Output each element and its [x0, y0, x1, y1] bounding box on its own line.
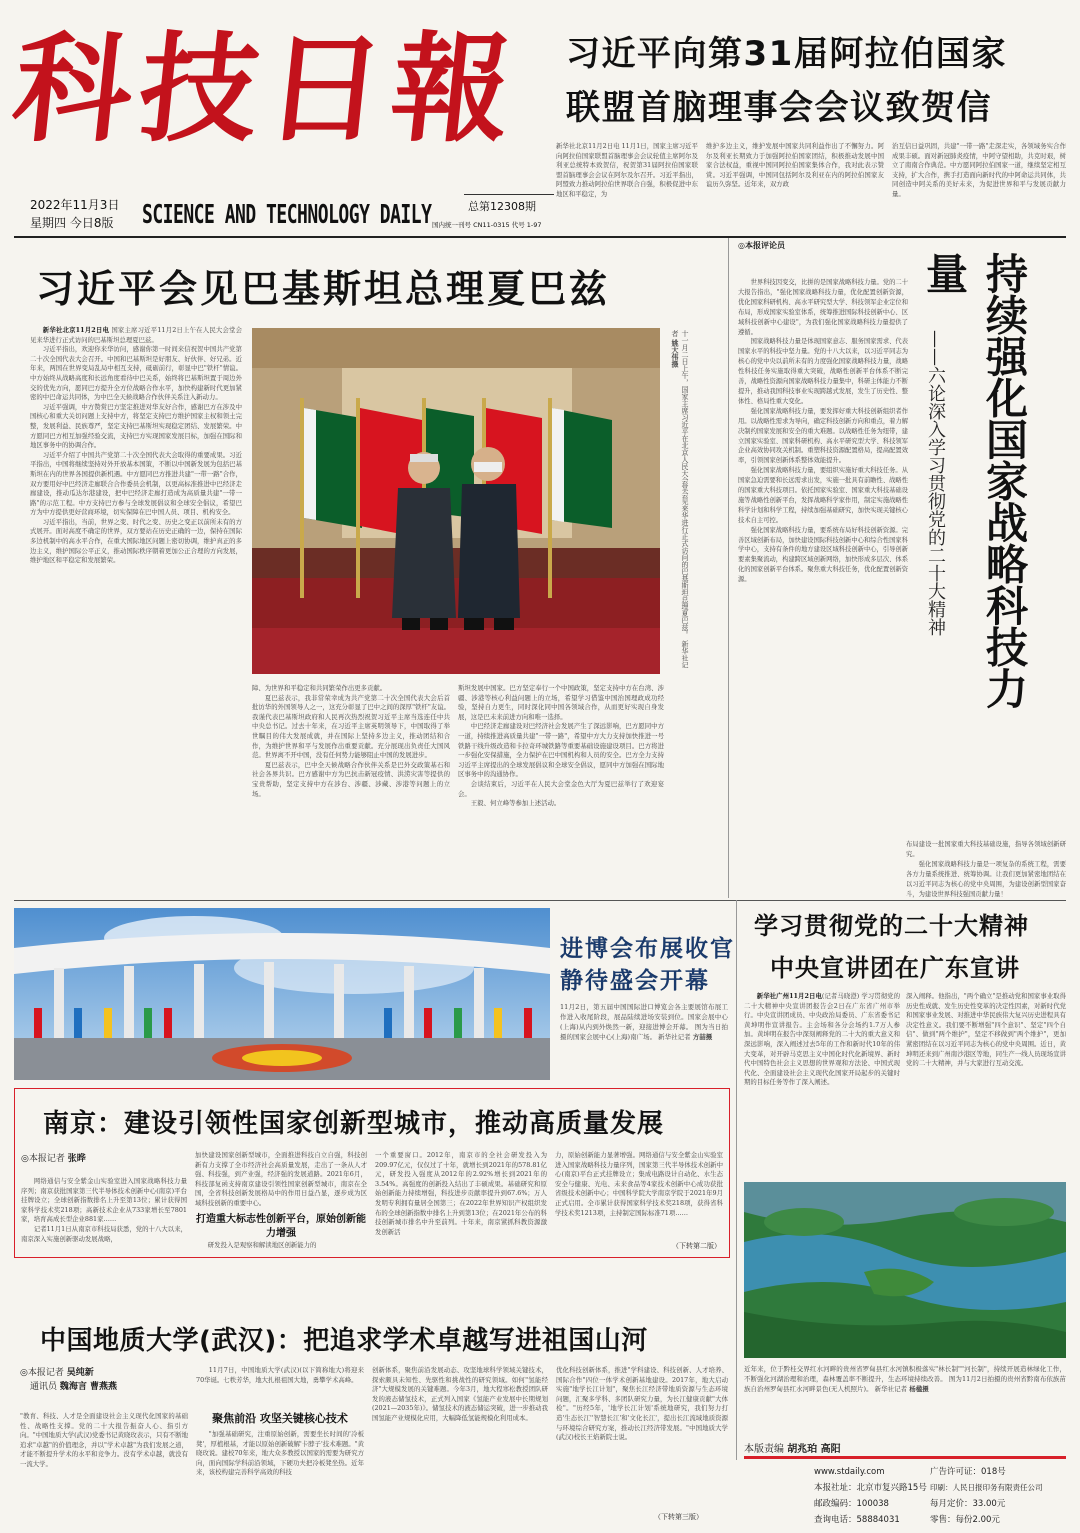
nanjing-col2: 加快建设国家创新型城市，全面推进科技自立自强，科技创新有力支撑了全市经济社会高质量发展，走出了一条从人才强、科技强，到产业强，经济强的发展道路。2021年6月，科技部复函支持南京建设引领性国家创新型城市，南京在全国，全省科技创新发展格局中的作用日益凸显，逐步成为区域科技创新的重要中心。 打造重大标志性创新平台，原始创新能力增强 研发投入是观察和解读地区创新能力的: [195, 1151, 367, 1249]
expo-photo[interactable]: [14, 908, 550, 1080]
masthead-date: 2022年11月3日: [30, 198, 120, 212]
masthead-en-title: SCIENCE AND TECHNOLOGY DAILY: [142, 200, 432, 231]
top-story-headline-line2[interactable]: 联盟首脑理事会会议致贺信: [566, 88, 992, 128]
lead-story-col3: [458, 684, 664, 916]
top-story: [556, 10, 1066, 235]
cug-headline[interactable]: 中国地质大学(武汉)：把追求学术卓越写进祖国山河: [40, 1326, 648, 1356]
lead-col2-p2: 夏巴兹表示，我非常荣幸成为共产党第二十次全国代表大会后首批访华的外国领导人之一，这充分彰显了巴中之间的深厚"铁杆"友谊。我谨代表巴基斯坦政府和人民再次热烈祝贺习近平主席当选连任中共中央总书记。过去十年来，在习近平主席英明领导下，中国取得了举世瞩目的伟大发展成就，并在国际上坚持多边主义，推动团结和合作，为维护世界和平与发展作出重要贡献。充分展现出负责任大国风范。世界离不开中国，没有任何势力能够阻止中国的发展进步。: [252, 693, 450, 760]
right-column-divider: [736, 900, 737, 1460]
nanjing-col3: 一个重要窗口。2012年，南京市的全社会研发投入为209.97亿元，仅仅过了十年，就增长到2021年的578.81亿元，研发投入强度从2012年的2.92%增长到2021年的3.54%。高强度的创新投入结出了丰硕成果。基础研究和原始创新能力持续增强，科技进步贡献率提升到67.6%；万人发明专利拥有量居全国第三；在2022年世界知识产权组织发布的全球创新指数中排名上升到第13位；在2021年公布的科技创新城市排名中升至前列。十年来，南京紧抓科教资源激发创新活: [375, 1151, 547, 1236]
lead-col3-p3: 会谈结束后，习近平在人民大会堂金色大厅为夏巴兹举行了欢迎宴会。: [458, 779, 664, 798]
lead-story-dateline: 新华社北京11月2日电: [42, 326, 110, 334]
lead-story-p3: 习近平强调，中方赞赏巴方坚定推进对华友好合作，感谢巴方在涉及中国核心和重大关切问题上支持中方，将坚定支持巴方维护国家主权和领土完整，发展利益、民族尊严，坚定支持巴基斯坦实现稳定团结、发展繁荣。中方愿同巴方相互加强经验交流，支持巴方实现国家发展目标，加强在国际和地区事务中的协调合作。: [30, 402, 242, 450]
lead-story-p4: 习近平介绍了中国共产党第二十次全国代表大会取得的重要成果。习近平指出，中国将继续坚持对外开放基本国策，不断以中国新发展为包括巴基斯坦在内的世界各国提供新机遇。中方愿同巴方推进共建"一带一路"合作，双方要用好中巴经济走廊联合合作委员会机制，以更高标准推进中巴经济走廊建设，推动瓜达尔港建设，把中巴经济走廊打造成为高质量共建"一带一路"的示范工程。中方支持巴方参与全球发展倡议和全球安全倡议，希望巴方为中方提供更好营商环境，切实保障在巴中国人员、项目、机构安全。: [30, 450, 242, 517]
lead-story-col1: [30, 326, 242, 916]
footer-website[interactable]: www.stdaily.com: [814, 1467, 885, 1477]
cug-continue[interactable]: （下转第三版）: [654, 1513, 703, 1521]
commentary-p7: 强化国家战略科技力量是一项复杂的系统工程，需要各方力量系统推进、统筹协调。让我们更加紧密地团结在以习近平同志为核心的党中央周围，为建设创新型国家奋斗，为建设世界科技强国贡献力量！: [906, 860, 1066, 898]
commentary-label: ◎本报评论员: [738, 241, 785, 250]
photo-credit-name: 姚大伟摄: [671, 339, 680, 368]
photo-credit-label: 新华社记者: [671, 330, 689, 669]
lead-story-p2: 习近平指出，欢迎你来华访问，感谢你第一时间来信祝贺中国共产党第二十次全国代表大会召开。中国和巴基斯坦是好朋友、好伙伴、好兄弟。近年来，两国在世界变局乱局中相互支持，砥砺前行，彰显中巴"铁杆"情谊。中方始终从战略高度和长远角度看待中巴关系，始终将巴基斯坦置于周边外交的优先方向，愿同巴方提升全方位战略合作水平，加快构建新时代更加紧密的中巴命运共同体，为中巴全天候战略合作伙伴关系注入新动力。: [30, 345, 242, 402]
nanjing-col4: 力，原始创新能力显著增强。网络通信与安全紫金山实验室进入国家战略科技力量序列，国家第三代半导体技术创新中心(南京)平台正式挂牌设立；集成电路设计自动化、水生态安全与健康、光电、未来食品等4家技术创新中心成功获批省级技术创新中心；中国科学院大学南京学院于2021年9月正式启用。全市累计获得国家科学技术奖218项，获得省科学技术奖1213项，主持制定国际标准71项……: [555, 1151, 723, 1217]
footer-rule: [744, 1456, 1066, 1459]
expo-headline-line2[interactable]: 静待盛会开幕: [560, 968, 710, 994]
cug-col1: "教育、科技、人才是全面建设社会主义现代化国家的基础性、战略性支撑。党的二十大报告振奋人心、指引方向。"中国地质大学(武汉)党委书记黄晓玫表示，只有不断地追求"卓越"的价值理念，并以"学术卓越"为我们发展之道，才能不断提升学术的水平和竞争力。没有学术卓越，就没有一流大学。: [20, 1412, 188, 1468]
nanjing-subheading: 打造重大标志性创新平台，原始创新能力增强: [196, 1214, 366, 1239]
lead-photo-illustration: [252, 328, 660, 674]
commentary-divider: [728, 238, 729, 898]
top-story-col3: 治互信日益巩固，共建"一带一路"走深走实，各领域务实合作成果丰硕。面对新冠肺炎疫情，中阿守望相助，共克时艰，树立了南南合作典范。中方愿同阿拉伯国家一道，继续坚定相互支持，扩大合作，携手打造面向新时代的中阿命运共同体，共同创造中阿关系的美好未来，为促进世界和平与发展贡献力量。: [892, 142, 1066, 198]
top-story-col2: 维护多边主义，维护发展中国家共同利益作出了不懈努力。阿尔及利亚长期致力于加强阿拉伯国家团结，积极推动发展中国家合法权益，重视中国同阿拉伯国家集体合作，我对此表示赞赏。习近平强调，中国同包括阿尔及利亚在内的阿拉伯国家友谊历久弥坚。近年来，双方政: [706, 142, 884, 189]
circle-bullet-icon: ◎: [20, 1368, 28, 1378]
guangdong-photo-caption: 近年来，位于黔桂交界红水河畔的贵州省罗甸县红水河镇积极落实"林长制""河长制"，持续开展造林绿化工作，不断强化河湖治理和治理，森林覆盖率不断提升，生态环境持续改善。 图为11月2日拍摄的贵州省黔南布依族苗族自治州罗甸县红水河畔景色(无人机照片)。 新华社记者 杨楹摄: [744, 1365, 1066, 1393]
footer-hotline: 查询电话：58884031: [814, 1515, 900, 1525]
masthead-issue-no: 总第12308期: [468, 200, 536, 213]
expo-headline-line1[interactable]: 进博会布展收官: [560, 936, 735, 962]
guangdong-headline-line1[interactable]: 学习贯彻党的二十大精神: [754, 912, 1029, 940]
footer-address: 本报社址：北京市复兴路15号: [814, 1483, 927, 1493]
top-story-headline-line1[interactable]: 习近平向第31届阿拉伯国家: [566, 34, 1007, 74]
nanjing-byline: ◎本报记者 张晔: [21, 1154, 86, 1164]
cug-col3: 创新体系，聚焦前沿发展动态、攻坚地球科学领域关键技术，探索颇具未知性、先驱性和挑战性的研究领域。如何"氢能经济"大规模发展的关键难题。今年3月，地大程寒松教授团队研发的液态储氢技术，正式列入国家《氢能产业发展中长期规划(2021—2035年)》。储氢技术的液态储运突破，进一步推动我国氢能产业规模化应用，大幅降低氢能规模化利用成本。: [372, 1366, 548, 1422]
footer: [744, 1464, 1066, 1528]
lead-story-headline[interactable]: 习近平会见巴基斯坦总理夏巴兹: [36, 267, 611, 311]
divider-top: [14, 236, 1066, 238]
lead-col3-p2: 中巴经济走廊建设对巴经济社会发展产生了深远影响，巴方愿同中方一道，持续推进高质量共建"一带一路"，希望中方大力支持加快推进一号铁路干线升级改造和卡拉奇环城铁路等重要基础设施建设项目。巴方将进一步强化安保措施，全力保护在巴中国机构和人员的安全。巴方全力支持习近平主席提出的全球发展倡议和全球安全倡议，愿同中方加强在国际地区事务中的沟通协作。: [458, 722, 664, 779]
lead-col2-p3: 夏巴兹表示，巴中全天候战略合作伙伴关系是巴外交政策基石和社会各界共识。巴方感谢中方为巴抗击新冠疫情、洪涝灾害等提供的宝贵帮助，坚定支持中方在涉台、涉疆、涉藏、涉港等问题上的立场。: [252, 760, 450, 798]
cug-col4: 优化科技创新体系，推进"学科建设、科技创新、人才培养、国际合作"四位一体学术创新基地建设。2017年，地大启动实施"地学长江计划"，聚焦长江经济带地质资源与生态环境问题，汇聚多学科、多团队研究力量，为长江健康贡献"大体检"。"历经5年，'地学长江计划'系统地研究，我们努力打造'生态长江''智慧长江'和'文化长江'，提出长江流域地质资源与环境综合研究方案，推动长江经济带发展。"中国地质大学(武汉)校长王焰新院士说。: [556, 1366, 728, 1442]
commentary-p6: 布局建设一批国家重大科技基础设施，指导各领域创新研究。: [906, 841, 1066, 858]
editors-label: 本版责编: [744, 1444, 784, 1455]
commentary-body: [738, 278, 908, 878]
lead-col2-p1: 障、为世界和平稳定和共同繁荣作出更多贡献。: [252, 684, 387, 692]
commentary-p5: 强化国家战略科技力量，要系统布局好科技创新资源。完善区域创新布局，加快建设国际科技创新中心和综合性国家科学中心，支持有条件的地方建设区域科技创新中心，引导创新要素集聚流动，构建跨区域创新网络，加快形成多层次、体系化的国家创新平台体系。聚焦重大科技任务，优化配置创新资源。: [738, 526, 908, 584]
nanjing-headline[interactable]: 南京：建设引领性国家创新型城市，推动高质量发展: [43, 1109, 665, 1139]
guangdong-photo-illustration: [744, 1182, 1066, 1358]
expo-caption: 11月2日，第五届中国国际进口博览会各主要展馆布展工作进入收尾阶段，展品陆续进场安装到位。国家会展中心(上海)从内到外焕然一新，迎接进博会开幕。 图为当日拍摄的国家会展中心(上海)南广场。 新华社记者 方喆摄: [560, 1003, 728, 1041]
footer-license: 广告许可证：018号: [930, 1467, 1006, 1477]
footer-printer: 印刷：人民日报印务有限责任公司: [930, 1483, 1043, 1492]
guangdong-col2: 深入阐释。他指出，"两个确立"是推动党和国家事业取得历史性成就、发生历史性变革的决定性因素，对新时代党和国家事业发展、对推进中华民族伟大复兴历史进程具有决定性意义。我们要不断增强"四个意识"、坚定"四个自信"、做到"两个维护"，坚定不移做到"两个维护"，更加紧密团结在以习近平同志为核心的党中央周围。近日，黄坤明还来到广州南沙港区等地，同生产一线人员现场宣讲党的二十大精神，并与大家进行互动交流。: [906, 992, 1066, 1068]
commentary-p3: 强化国家战略科技力量，要发挥好重大科技创新组织者作用。以战略性需求为导向，确定科技创新方向和重点，着力解决制约国家发展和安全的重大难题。以战略性任务为纽带，建立国家实验室、国家科研机构、高水平研究型大学、科技领军企业高效协同攻关机制。重塑科技资源配置格局，提高配置效率，引领国家创新体系整体效能提升。: [738, 407, 908, 465]
masthead: [6, 6, 544, 238]
expo-photo-illustration: [14, 908, 550, 1080]
footer-monthly-price: 每月定价：33.00元: [930, 1499, 1006, 1509]
commentary-subtitle: ——六论深入学习贯彻党的二十大精神: [925, 330, 946, 636]
nanjing-box: [14, 1088, 730, 1258]
lead-story-p5: 习近平指出，当前，世界之变、时代之变、历史之变正以前所未有的方式展开。面对高度不确定的世界，双方要站在历史正确的一边，保持在国际多边机制中的高水平合作，在重大国际地区问题上密切协调，维护真正的多边主义，维护国际公平正义，推动国际秩序朝着更加公正合理的方向发展，维护地区和平稳定和发展繁荣。: [30, 517, 242, 565]
commentary-p1: 世界科技因变交，比拼的是国家战略科技力量。党的二十大报告指出，"强化国家战略科技力量，优化配置创新资源，优化国家科研机构、高水平研究型大学、科技领军企业定位和布局，形成国家实验室体系，统筹推进国际科技创新中心、区域科技创新中心建设"，为我们强化国家战略科技力量提供了遵循。: [738, 279, 908, 336]
nanjing-continue[interactable]: （下转第二版）: [672, 1242, 721, 1250]
lead-story-p1: 国家主席习近平11月2日上午在人民大会堂会见来华进行正式访问的巴基斯坦总理夏巴兹。: [30, 326, 242, 344]
lead-photo-caption: 十一月二日上午，国家主席习近平在北京人民大会堂会见来华进行正式访问的巴基斯坦总理夏巴兹。 新华社记者 姚大伟摄: [671, 330, 689, 669]
guangdong-col1: 新华社广州11月2日电(记者马晓澄) 学习贯彻党的二十大精神中央宣讲团报告会2日在广东省广州市举行。中央宣讲团成员、中央政治局委员、广东省委书记黄坤明作宣讲报告。主会场和各分会场约1.7万人参加。黄坤明在报告中深刻阐释党的二十大的重大意义和深远影响，深入阐述过去5年的工作和新时代10年的伟大变革，对开辟马克思主义中国化时代化新境界、新时代中国特色社会主义思想的世界观和方法论、中国式现代化、全面建设社会主义现代化国家开局起步的关键时期的目标任务等作了深入阐述。: [744, 992, 900, 1087]
cug-byline: ◎本报记者 吴纯新 通讯员 魏海言 曹燕燕: [20, 1368, 118, 1392]
masthead-logo: 科技日報: [6, 19, 526, 158]
circle-bullet-icon: ◎: [738, 241, 745, 250]
commentary-title[interactable]: 持续强化国家战略科技力量: [920, 252, 1029, 709]
lead-photo[interactable]: [252, 328, 660, 674]
masthead-serial: 国内统一刊号 CN11-0315 代号 1-97: [432, 221, 542, 229]
guangdong-headline-line2[interactable]: 中央宣讲团在广东宣讲: [770, 954, 1020, 982]
masthead-weekday: 星期四 今日8版: [30, 216, 114, 230]
circle-bullet-icon: ◎: [21, 1154, 29, 1164]
commentary-p4: 强化国家战略科技力量，要组织实施好重大科技任务。从国家急迫需要和长远需求出发，实施一批具有前瞻性、战略性的国家重大科技项目。依托国家实验室、国家重大科技基础设施等战略性创新平台，发挥战略科学家作用，制定实施战略性科学计划和科学工程，持续加强基础研究，加快实现关键核心技术自主可控。: [738, 467, 908, 524]
lead-story-col2: [252, 684, 450, 916]
top-story-col1: 新华社北京11月2日电 11月1日，国家主席习近平向阿拉伯国家联盟首脑理事会会议轮值主席阿尔及利亚总统特本致贺信，祝贺第31届阿拉伯国家联盟首脑理事会会议在阿尔及尔召开。习近平指出，阿盟致力推动阿拉伯世界联合自强，积极促进中东地区和平稳定，为: [556, 142, 698, 198]
divider-mid: [14, 900, 1066, 901]
lead-col3-p1: 斯坦发展中国家。巴方坚定奉行一个中国政策，坚定支持中方在台湾、涉疆、涉港等核心利益问题上的立场，希望学习借鉴中国治国理政成功经验，坚持自力更生，同时深化同中国各领域合作，从而更好实现自身发展，这是巴未来前进方向和唯一选择。: [458, 684, 664, 721]
commentary-p2: 国家战略科技力量是体现国家意志、服务国家需求、代表国家水平的科技中坚力量。党的十八大以来，以习近平同志为核心的党中央以前所未有的力度强化国家战略科技力量，战略性科技任务实施取得重大突破，战略性创新平台体系不断完善，战略性资源向国家战略科技力量集中，科研主体能力不断提升，推动我国科技事业实现跨越式发展，发生了历史性、整体性、格局性重大变化。: [738, 338, 908, 405]
cug-subheading: 聚焦前沿 攻坚关键核心技术: [212, 1412, 348, 1425]
footer-postcode: 邮政编码：100038: [814, 1499, 889, 1509]
footer-retail-price: 零售：每份2.00元: [930, 1515, 1000, 1525]
cug-col2: 11月7日，中国地质大学(武汉)(以下简称地大)将迎来70华诞。七秩芳华，地大扎根祖国大地，勇攀学术高峰。 聚焦前沿 攻坚关键核心技术 "加强基础研究，注重原始创新，需要坐长时间的'冷板凳'，厚植根基，才能以原始创新破解'卡脖子'技术难题。"黄晓玫说。建校70年来，地大众多教授以国家的需要为研究方向，面向国际学科前沿领域，下硬功夫把冷板凳坐热。近年来，该校构建完善科学高效的科技: [196, 1366, 364, 1477]
lead-col3-p4: 王毅、何立峰等参加上述活动。: [470, 799, 561, 808]
guangdong-photo[interactable]: [744, 1182, 1066, 1358]
editors-names: 胡兆珀 高阳: [787, 1444, 841, 1455]
nanjing-col1: 网络通信与安全紫金山实验室进入国家战略科技力量序列；南京获批国家第三代半导体技术创新中心(南京)平台挂牌设立；全球创新指数排名上升至第13位；累计获得国家科学技术奖218项；高新技术企业从733家增长至7801家，培育高成长型企业881家…… 记者11月1日从南京市科技局获悉，党的十八大以来，南京深入实施创新驱动发展战略，: [21, 1177, 187, 1243]
